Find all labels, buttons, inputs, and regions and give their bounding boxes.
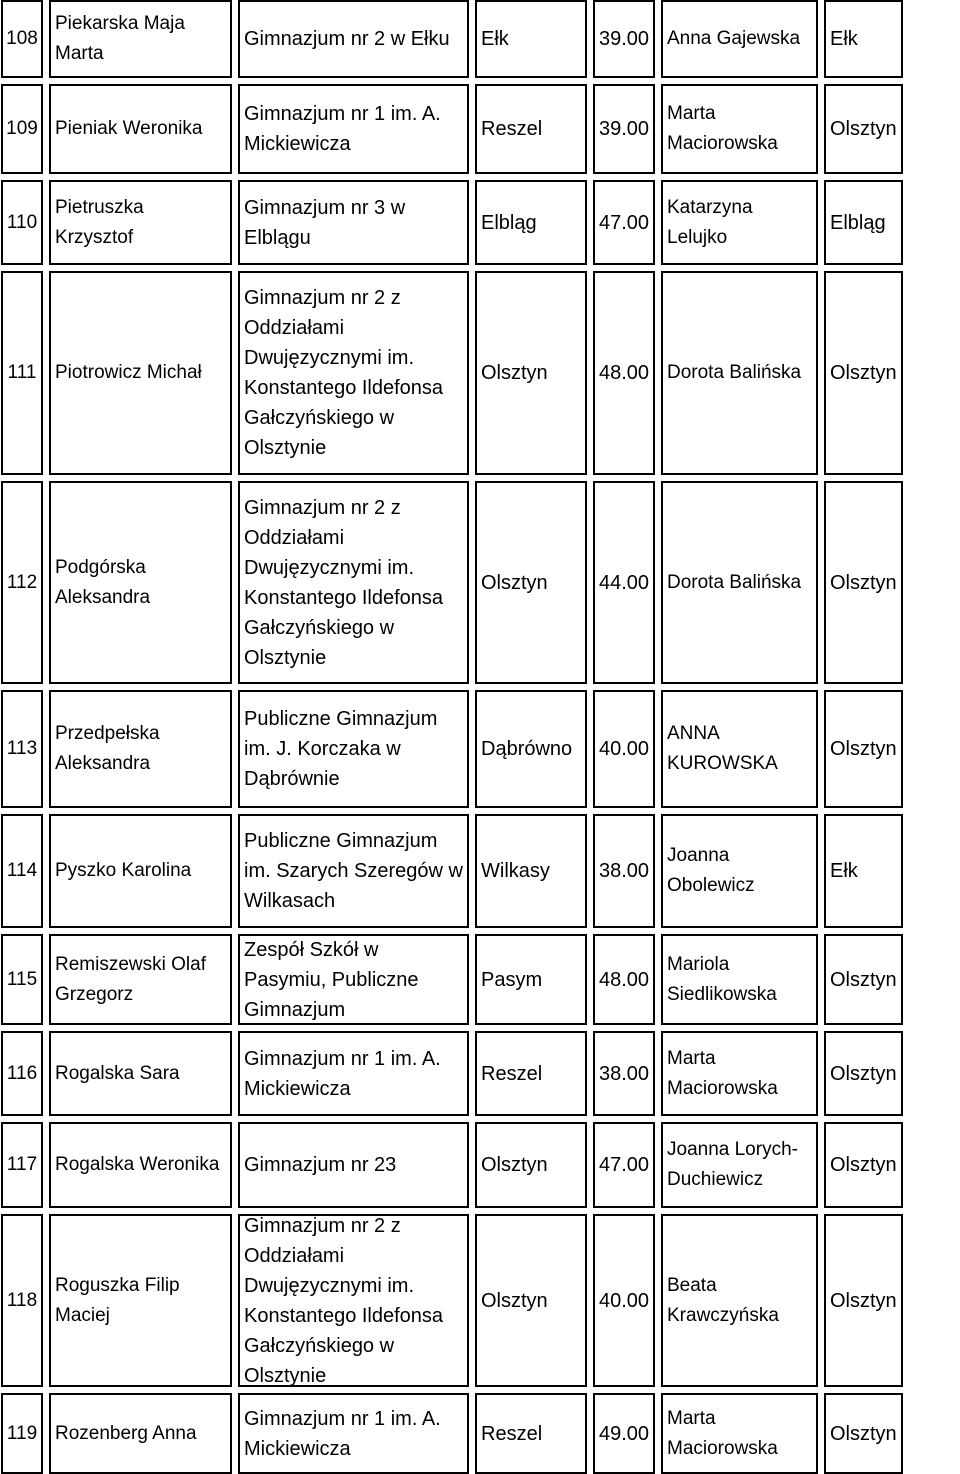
score: 48.00 (599, 362, 650, 384)
table-cell-region (824, 1122, 903, 1208)
table-cell-row-number (1, 1122, 43, 1208)
school-name: Zespół Szkół w Pasymiu, Publiczne Gimnazjum (244, 938, 419, 1021)
table-cell-row-number (1, 271, 43, 475)
table-cell-town (475, 1214, 587, 1387)
row-number: 118 (6, 1289, 38, 1311)
table-cell-teacher-name (661, 1214, 818, 1387)
table-cell-student-name (49, 481, 232, 684)
town: Dąbrówno (481, 738, 573, 760)
region: Ełk (830, 28, 858, 50)
score: 38.00 (599, 860, 650, 882)
school-name: Gimnazjum nr 2 z Oddziałami Dwujęzycznymi im. Konstantego Ildefonsa Gałczyńskiego w Olsztynie (244, 287, 444, 459)
table-cell-score (593, 84, 655, 174)
table-cell-row-number (1, 1031, 43, 1116)
table-cell-teacher-name (661, 814, 818, 928)
table-cell-student-name (49, 934, 232, 1025)
table-cell-region (824, 1214, 903, 1387)
table-cell-score (593, 271, 655, 475)
score: 39.00 (599, 28, 650, 50)
region: Ełk (830, 860, 858, 882)
student-name: Pieniak Weronika (55, 118, 203, 139)
table-cell-region (824, 0, 903, 78)
table-cell-school-name (238, 1393, 469, 1474)
table-cell-teacher-name (661, 0, 818, 78)
student-name: Podgórska Aleksandra (55, 556, 151, 608)
school-name: Gimnazjum nr 1 im. A. Mickiewicza (244, 1407, 441, 1460)
table-cell-score (593, 690, 655, 808)
region: Olsztyn (830, 118, 897, 140)
table-cell-teacher-name (661, 1393, 818, 1474)
row-number: 112 (6, 571, 38, 593)
student-name: Pyszko Karolina (55, 860, 192, 881)
table-cell-town (475, 690, 587, 808)
table-cell-student-name (49, 1393, 232, 1474)
town: Olsztyn (481, 1154, 548, 1176)
table-cell-row-number (1, 0, 43, 78)
table-cell-row-number (1, 814, 43, 928)
table-cell-row-number (1, 934, 43, 1025)
teacher-name: Beata Krawczyńska (667, 1274, 779, 1326)
table-cell-student-name (49, 0, 232, 78)
school-name: Publiczne Gimnazjum im. J. Korczaka w Dąbrównie (244, 708, 438, 790)
table-cell-teacher-name (661, 271, 818, 475)
table-cell-school-name (238, 481, 469, 684)
table-cell-teacher-name (661, 481, 818, 684)
town: Reszel (481, 118, 543, 140)
town: Ełk (481, 28, 509, 50)
teacher-name: Marta Maciorowska (667, 1047, 778, 1099)
table-cell-student-name (49, 690, 232, 808)
row-number: 116 (6, 1062, 38, 1084)
table-cell-row-number (1, 84, 43, 174)
row-number: 119 (6, 1422, 38, 1444)
table-cell-score (593, 1122, 655, 1208)
table-cell-school-name (238, 690, 469, 808)
table-cell-teacher-name (661, 84, 818, 174)
student-name: Piotrowicz Michał (55, 362, 202, 383)
table-cell-region (824, 690, 903, 808)
student-name: Piekarska Maja Marta (55, 13, 185, 64)
row-number: 109 (6, 118, 38, 139)
table-cell-school-name (238, 180, 469, 265)
table-cell-score (593, 481, 655, 684)
town: Elbląg (481, 211, 537, 234)
table-cell-town (475, 934, 587, 1025)
school-name: Publiczne Gimnazjum im. Szarych Szeregów w Wilkasach (244, 830, 463, 912)
table-cell-region (824, 84, 903, 174)
region: Olsztyn (830, 1422, 897, 1445)
teacher-name: Joanna Lorych-Duchiewicz (667, 1139, 798, 1190)
school-name: Gimnazjum nr 2 w Ełku (244, 28, 450, 50)
table-cell-score (593, 814, 655, 928)
table-cell-school-name (238, 814, 469, 928)
table-cell-score (593, 0, 655, 78)
table-cell-teacher-name (661, 1122, 818, 1208)
table-cell-town (475, 271, 587, 475)
school-name: Gimnazjum nr 23 (244, 1154, 397, 1176)
row-number: 114 (6, 860, 38, 881)
table-cell-region (824, 1393, 903, 1474)
table-cell-score (593, 1393, 655, 1474)
score: 47.00 (599, 211, 650, 234)
region: Elbląg (830, 211, 886, 234)
table-cell-row-number (1, 690, 43, 808)
table-cell-row-number (1, 1214, 43, 1387)
table-cell-student-name (49, 180, 232, 265)
student-name: Roguszka Filip Maciej (55, 1274, 180, 1326)
table-cell-town (475, 814, 587, 928)
town: Olsztyn (481, 362, 548, 384)
table-cell-score (593, 1214, 655, 1387)
table-cell-row-number (1, 481, 43, 684)
row-number: 117 (6, 1154, 38, 1175)
teacher-name: Mariola Siedlikowska (667, 953, 777, 1005)
student-name: Rogalska Sara (55, 1062, 180, 1084)
teacher-name: Anna Gajewska (667, 28, 801, 49)
town: Wilkasy (481, 860, 550, 882)
table-cell-school-name (238, 84, 469, 174)
row-number: 115 (6, 968, 38, 990)
region: Olsztyn (830, 738, 897, 760)
table-cell-student-name (49, 1122, 232, 1208)
score: 47.00 (599, 1154, 650, 1176)
table-cell-student-name (49, 271, 232, 475)
score: 48.00 (599, 968, 650, 991)
teacher-name: Dorota Balińska (667, 571, 802, 593)
student-name: Przedpełska Aleksandra (55, 723, 160, 774)
town: Reszel (481, 1062, 543, 1085)
table-cell-region (824, 180, 903, 265)
student-name: Remiszewski Olaf Grzegorz (55, 953, 206, 1005)
score: 49.00 (599, 1422, 650, 1445)
table-cell-town (475, 180, 587, 265)
student-name: Pietruszka Krzysztof (55, 196, 144, 248)
row-number: 113 (6, 738, 38, 759)
town: Pasym (481, 968, 543, 991)
table-cell-student-name (49, 1031, 232, 1116)
table-cell-school-name (238, 934, 469, 1025)
teacher-name: Joanna Obolewicz (667, 845, 755, 896)
row-number: 111 (7, 362, 37, 383)
row-number: 108 (6, 28, 38, 49)
table-cell-town (475, 1031, 587, 1116)
score: 44.00 (599, 571, 650, 594)
score: 40.00 (599, 738, 650, 760)
table-cell-town (475, 481, 587, 684)
table-cell-school-name (238, 1031, 469, 1116)
table-cell-score (593, 180, 655, 265)
table-cell-row-number (1, 180, 43, 265)
school-name: Gimnazjum nr 2 z Oddziałami Dwujęzycznymi im. Konstantego Ildefonsa Gałczyńskiego w Olsztynie (244, 1214, 444, 1387)
table-cell-teacher-name (661, 934, 818, 1025)
school-name: Gimnazjum nr 3 w Elblągu (244, 196, 406, 249)
table-cell-teacher-name (661, 180, 818, 265)
table-cell-teacher-name (661, 1031, 818, 1116)
table-cell-score (593, 934, 655, 1025)
table-cell-region (824, 1031, 903, 1116)
table-cell-region (824, 934, 903, 1025)
table-cell-town (475, 1122, 587, 1208)
table-cell-town (475, 84, 587, 174)
table-cell-school-name (238, 271, 469, 475)
table-cell-school-name (238, 1122, 469, 1208)
table-cell-school-name (238, 1214, 469, 1387)
table-cell-town (475, 1393, 587, 1474)
region: Olsztyn (830, 571, 897, 594)
row-number: 110 (6, 211, 38, 233)
table-cell-region (824, 481, 903, 684)
table-cell-score (593, 1031, 655, 1116)
student-name: Rozenberg Anna (55, 1422, 197, 1444)
table-cell-school-name (238, 0, 469, 78)
teacher-name: Marta Maciorowska (667, 1407, 778, 1459)
region: Olsztyn (830, 1062, 897, 1085)
teacher-name: Marta Maciorowska (667, 103, 778, 154)
region: Olsztyn (830, 968, 897, 991)
teacher-name: Dorota Balińska (667, 362, 802, 383)
table-cell-student-name (49, 84, 232, 174)
table-cell-town (475, 0, 587, 78)
town: Reszel (481, 1422, 543, 1445)
school-name: Gimnazjum nr 2 z Oddziałami Dwujęzycznymi im. Konstantego Ildefonsa Gałczyńskiego w Olsztynie (244, 496, 444, 669)
score: 38.00 (599, 1062, 650, 1085)
teacher-name: ANNA KUROWSKA (667, 723, 778, 774)
table-cell-teacher-name (661, 690, 818, 808)
table-cell-region (824, 814, 903, 928)
table-cell-student-name (49, 814, 232, 928)
town: Olsztyn (481, 571, 548, 594)
school-name: Gimnazjum nr 1 im. A. Mickiewicza (244, 1047, 441, 1100)
score: 39.00 (599, 118, 650, 140)
school-name: Gimnazjum nr 1 im. A. Mickiewicza (244, 103, 441, 155)
score: 40.00 (599, 1289, 650, 1312)
table-cell-row-number (1, 1393, 43, 1474)
town: Olsztyn (481, 1289, 548, 1312)
region: Olsztyn (830, 1154, 897, 1176)
teacher-name: Katarzyna Lelujko (667, 196, 753, 248)
table-cell-student-name (49, 1214, 232, 1387)
region: Olsztyn (830, 362, 897, 384)
student-name: Rogalska Weronika (55, 1154, 220, 1175)
table-cell-region (824, 271, 903, 475)
region: Olsztyn (830, 1289, 897, 1312)
